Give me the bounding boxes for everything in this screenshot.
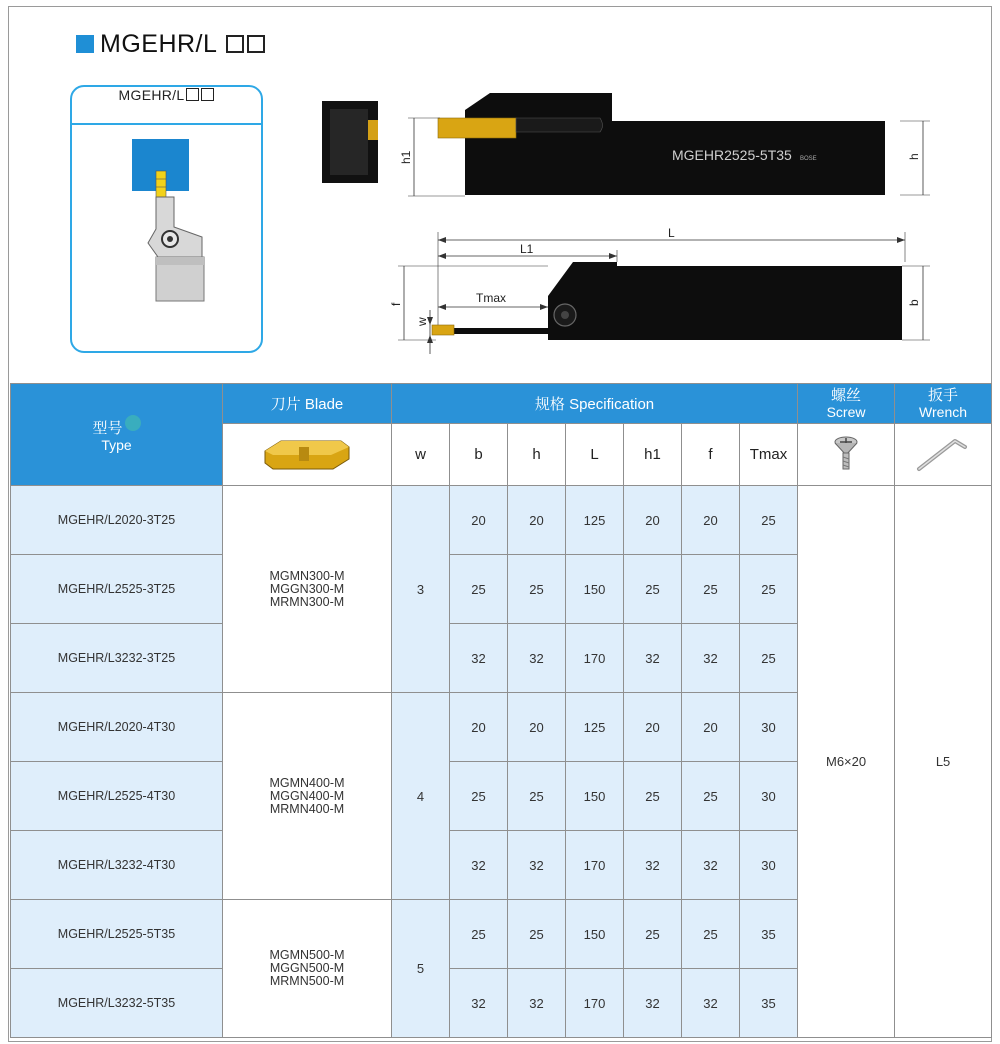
spec-cell-Tmax: 30 xyxy=(740,693,798,762)
type-cell: MGEHR/L2525-5T35 xyxy=(11,900,223,969)
blade-code: MRMN300-M xyxy=(269,594,345,609)
hex-wrench-icon xyxy=(915,433,971,473)
spec-cell-b: 32 xyxy=(450,624,508,693)
dim-label-b: b xyxy=(907,299,921,306)
type-dot-icon xyxy=(125,415,141,431)
spec-cell-h: 32 xyxy=(508,831,566,900)
spec-cell-b: 25 xyxy=(450,555,508,624)
spec-cell-h: 32 xyxy=(508,969,566,1038)
blade-code: MGMN300-M xyxy=(269,568,345,583)
spec-cell-L: 125 xyxy=(566,693,624,762)
wrench-image-cell xyxy=(895,424,992,486)
table-row xyxy=(11,486,992,555)
spec-cell-Tmax: 30 xyxy=(740,762,798,831)
spec-cell-L: 150 xyxy=(566,900,624,969)
blade-cell xyxy=(223,486,392,693)
spec-col-h: h xyxy=(508,424,566,486)
spec-header: 规格 Specification xyxy=(392,384,798,424)
screw-value-cell: M6×20 xyxy=(798,486,895,1038)
spec-cell-h: 25 xyxy=(508,555,566,624)
w-cell: 5 xyxy=(392,900,450,1038)
dim-label-L1: L1 xyxy=(520,242,534,256)
w-cell: 4 xyxy=(392,693,450,900)
spec-cell-Tmax: 35 xyxy=(740,969,798,1038)
blade-cell xyxy=(223,900,392,1038)
spec-cell-h: 25 xyxy=(508,762,566,831)
spec-cell-b: 20 xyxy=(450,693,508,762)
spec-col-b: b xyxy=(450,424,508,486)
spec-cell-h: 25 xyxy=(508,900,566,969)
type-header: 型号 Type xyxy=(11,384,223,486)
type-cell: MGEHR/L3232-3T25 xyxy=(11,624,223,693)
dim-label-w: w xyxy=(415,317,429,326)
spec-cell-b: 20 xyxy=(450,486,508,555)
type-cell: MGEHR/L2525-4T30 xyxy=(11,762,223,831)
spec-col-f: f xyxy=(682,424,740,486)
illustration-label-text: MGEHR/L xyxy=(118,87,185,103)
blade-image-cell xyxy=(223,424,392,486)
spec-col-L: L xyxy=(566,424,624,486)
spec-cell-L: 150 xyxy=(566,555,624,624)
spec-cell-f: 25 xyxy=(682,762,740,831)
blade-code: MGGN300-M xyxy=(269,581,345,596)
blade-code: MGGN500-M xyxy=(269,961,345,975)
dim-label-h: h xyxy=(907,153,921,160)
spec-cell-L: 125 xyxy=(566,486,624,555)
spec-cell-f: 20 xyxy=(682,693,740,762)
type-cell: MGEHR/L2020-3T25 xyxy=(11,486,223,555)
spec-cell-h1: 25 xyxy=(624,900,682,969)
spec-col-Tmax: Tmax xyxy=(740,424,798,486)
w-cell: 3 xyxy=(392,486,450,693)
spec-cell-f: 32 xyxy=(682,969,740,1038)
spec-cell-h1: 25 xyxy=(624,762,682,831)
screw-icon xyxy=(826,433,866,473)
insert-top-shape xyxy=(432,325,454,335)
blade-insert-icon xyxy=(261,433,353,473)
spec-table-body xyxy=(11,486,992,1038)
dim-label-L: L xyxy=(668,226,675,240)
spec-cell-h1: 32 xyxy=(624,831,682,900)
spec-cell-b: 25 xyxy=(450,762,508,831)
blade-code: MGMN400-M xyxy=(269,775,345,790)
wrench-value-cell: L5 xyxy=(895,486,992,1038)
spec-cell-L: 170 xyxy=(566,624,624,693)
spec-cell-f: 25 xyxy=(682,900,740,969)
spec-cell-h: 20 xyxy=(508,693,566,762)
blade-code: MGMN500-M xyxy=(269,948,345,962)
tool-top-view-drawing xyxy=(0,0,1000,370)
type-cell: MGEHR/L2020-4T30 xyxy=(11,693,223,762)
blade-code: MRMN400-M xyxy=(269,801,345,816)
spec-cell-Tmax: 25 xyxy=(740,624,798,693)
spec-cell-Tmax: 35 xyxy=(740,900,798,969)
spec-table xyxy=(10,383,992,1038)
spec-cell-L: 170 xyxy=(566,831,624,900)
blade-header: 刀片 Blade xyxy=(223,384,392,424)
spec-cell-f: 20 xyxy=(682,486,740,555)
spec-cell-f: 25 xyxy=(682,555,740,624)
wrench-header: 扳手 Wrench xyxy=(895,384,992,424)
dim-label-f: f xyxy=(389,302,403,306)
spec-cell-b: 25 xyxy=(450,900,508,969)
screw-image-cell xyxy=(798,424,895,486)
spec-cell-h1: 32 xyxy=(624,969,682,1038)
spec-cell-b: 32 xyxy=(450,969,508,1038)
screw-header: 螺丝 Screw xyxy=(798,384,895,424)
spec-cell-h: 20 xyxy=(508,486,566,555)
blade-code: MRMN500-M xyxy=(269,974,345,988)
spec-cell-f: 32 xyxy=(682,624,740,693)
spec-cell-h1: 20 xyxy=(624,486,682,555)
spec-cell-Tmax: 25 xyxy=(740,486,798,555)
spec-cell-h: 32 xyxy=(508,624,566,693)
blade-code: MGGN400-M xyxy=(269,788,345,803)
spec-col-w: w xyxy=(392,424,450,486)
dim-label-h1: h1 xyxy=(399,150,413,164)
type-cell: MGEHR/L2525-3T25 xyxy=(11,555,223,624)
dim-label-Tmax: Tmax xyxy=(476,291,506,305)
spec-cell-h1: 25 xyxy=(624,555,682,624)
tool-marking: MGEHR2525-5T35 xyxy=(672,147,792,163)
spec-cell-L: 170 xyxy=(566,969,624,1038)
spec-cell-L: 150 xyxy=(566,762,624,831)
brand-marking: BOSE xyxy=(800,156,817,162)
spec-cell-h1: 32 xyxy=(624,624,682,693)
type-cell: MGEHR/L3232-4T30 xyxy=(11,831,223,900)
spec-cell-Tmax: 30 xyxy=(740,831,798,900)
spec-cell-f: 32 xyxy=(682,831,740,900)
title-text: MGEHR/L xyxy=(100,29,218,58)
type-cell: MGEHR/L3232-5T35 xyxy=(11,969,223,1038)
spec-cell-h1: 20 xyxy=(624,693,682,762)
spec-col-h1: h1 xyxy=(624,424,682,486)
spec-cell-b: 32 xyxy=(450,831,508,900)
tool-body-top-shape xyxy=(548,262,902,340)
blade-cell xyxy=(223,693,392,900)
spec-cell-Tmax: 25 xyxy=(740,555,798,624)
